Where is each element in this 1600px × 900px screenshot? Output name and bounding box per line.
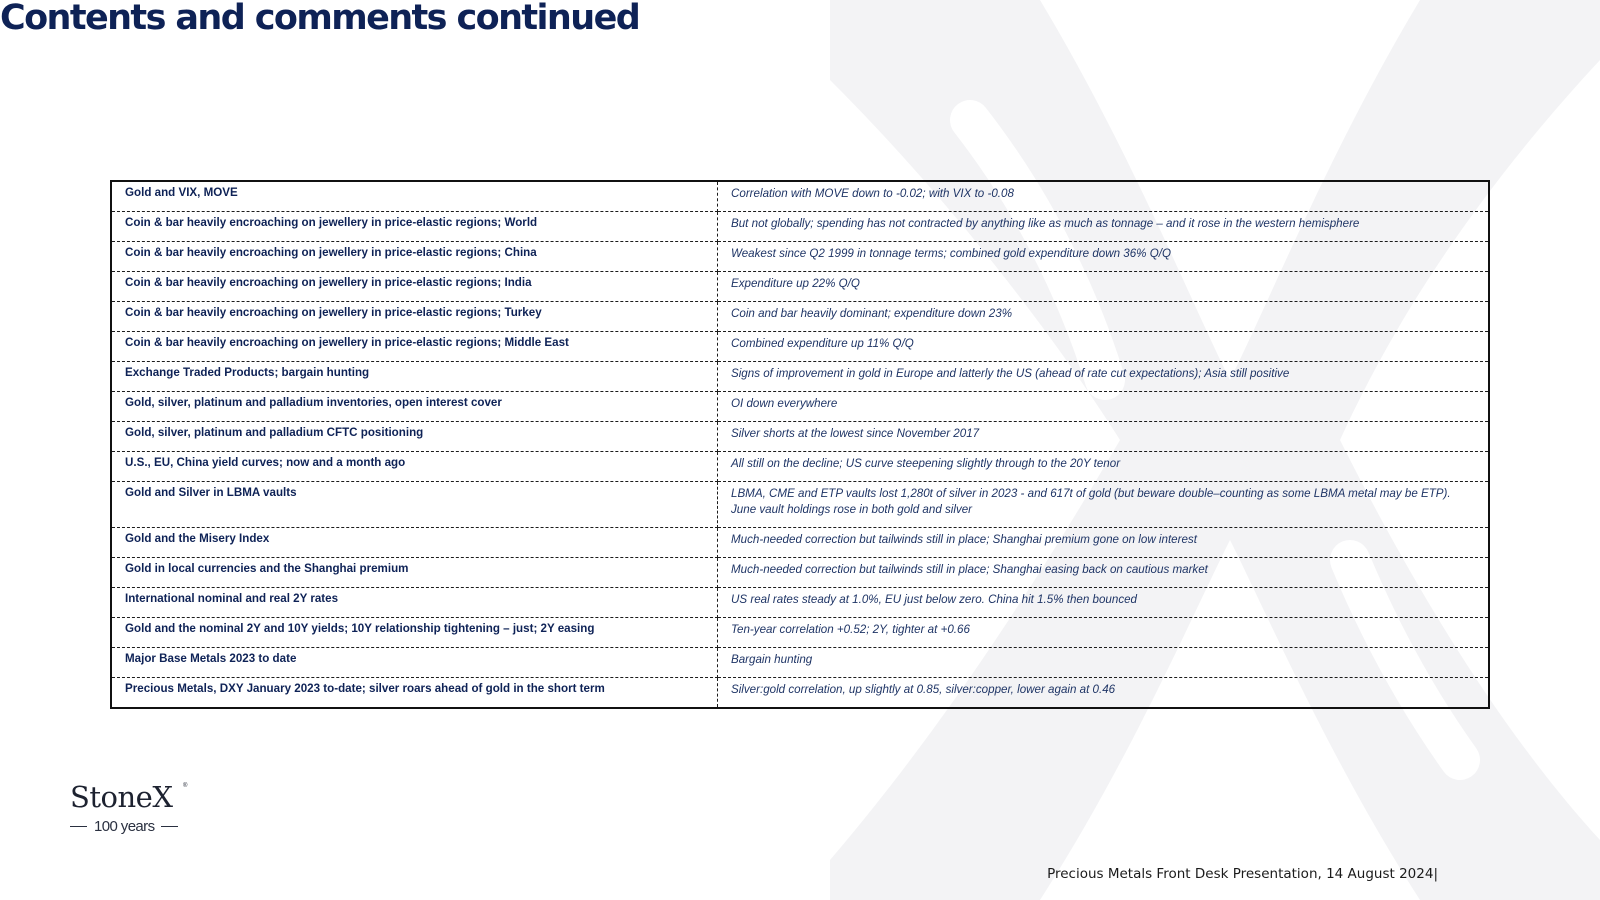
comment-cell: Bargain hunting <box>718 648 1490 678</box>
comment-cell: Silver shorts at the lowest since November 2017 <box>718 422 1490 452</box>
table-row <box>111 678 1489 709</box>
comment-cell: OI down everywhere <box>718 392 1490 422</box>
topic-cell: Gold, silver, platinum and palladium inventories, open interest cover <box>111 392 718 422</box>
contents-table <box>110 180 1490 709</box>
registered-mark: ® <box>183 783 188 789</box>
table-row <box>111 332 1489 362</box>
comment-cell: Correlation with MOVE down to -0.02; with VIX to -0.08 <box>718 181 1490 212</box>
logo-wordmark: StoneX <box>70 780 173 814</box>
topic-cell: Gold and the nominal 2Y and 10Y yields; 10Y relationship tightening – just; 2Y easing <box>111 618 718 648</box>
table-row <box>111 452 1489 482</box>
topic-cell: Gold and VIX, MOVE <box>111 181 718 212</box>
tagline-dash-right <box>161 826 178 827</box>
topic-cell: Major Base Metals 2023 to date <box>111 648 718 678</box>
comment-cell: Expenditure up 22% Q/Q <box>718 272 1490 302</box>
comment-cell: Much-needed correction but tailwinds still in place; Shanghai easing back on cautious market <box>718 558 1490 588</box>
comment-cell: Ten-year correlation +0.52; 2Y, tighter at +0.66 <box>718 618 1490 648</box>
table-row <box>111 482 1489 528</box>
table-row <box>111 558 1489 588</box>
topic-cell: U.S., EU, China yield curves; now and a month ago <box>111 452 718 482</box>
table-row <box>111 242 1489 272</box>
contents-table-body <box>111 181 1489 708</box>
comment-cell: Combined expenditure up 11% Q/Q <box>718 332 1490 362</box>
topic-cell: Precious Metals, DXY January 2023 to-date; silver roars ahead of gold in the short term <box>111 678 718 709</box>
table-row <box>111 648 1489 678</box>
topic-cell: Gold in local currencies and the Shanghai premium <box>111 558 718 588</box>
footer-presentation-info: Precious Metals Front Desk Presentation, 14 August 2024| <box>1047 866 1438 882</box>
logo-tagline <box>70 818 178 835</box>
comment-cell: US real rates steady at 1.0%, EU just below zero. China hit 1.5% then bounced <box>718 588 1490 618</box>
topic-cell: Gold and the Misery Index <box>111 528 718 558</box>
topic-cell: Coin & bar heavily encroaching on jewellery in price-elastic regions; Middle East <box>111 332 718 362</box>
table-row <box>111 362 1489 392</box>
tagline-text: 100 years <box>94 818 155 835</box>
tagline-dash-left <box>70 826 87 827</box>
table-row <box>111 212 1489 242</box>
table-row <box>111 302 1489 332</box>
topic-cell: International nominal and real 2Y rates <box>111 588 718 618</box>
table-row <box>111 528 1489 558</box>
topic-cell: Coin & bar heavily encroaching on jewellery in price-elastic regions; China <box>111 242 718 272</box>
table-row <box>111 181 1489 212</box>
table-row <box>111 272 1489 302</box>
comment-cell: LBMA, CME and ETP vaults lost 1,280t of silver in 2023 - and 617t of gold (but beware double–counting as some LBMA metal may be ETP). June vault holdings rose in both gold and silver <box>718 482 1490 528</box>
comment-cell: Much-needed correction but tailwinds still in place; Shanghai premium gone on low interest <box>718 528 1490 558</box>
topic-cell: Coin & bar heavily encroaching on jewellery in price-elastic regions; World <box>111 212 718 242</box>
comment-cell: All still on the decline; US curve steepening slightly through to the 20Y tenor <box>718 452 1490 482</box>
comment-cell: But not globally; spending has not contracted by anything like as much as tonnage – and it rose in the western hemisphere <box>718 212 1490 242</box>
topic-cell: Gold, silver, platinum and palladium CFTC positioning <box>111 422 718 452</box>
topic-cell: Exchange Traded Products; bargain hunting <box>111 362 718 392</box>
topic-cell: Coin & bar heavily encroaching on jewellery in price-elastic regions; Turkey <box>111 302 718 332</box>
table-row <box>111 618 1489 648</box>
table-row <box>111 422 1489 452</box>
comment-cell: Coin and bar heavily dominant; expenditure down 23% <box>718 302 1490 332</box>
comment-cell: Silver:gold correlation, up slightly at 0.85, silver:copper, lower again at 0.46 <box>718 678 1490 709</box>
topic-cell: Gold and Silver in LBMA vaults <box>111 482 718 528</box>
table-row <box>111 392 1489 422</box>
topic-cell: Coin & bar heavily encroaching on jewellery in price-elastic regions; India <box>111 272 718 302</box>
table-row <box>111 588 1489 618</box>
page-title: Contents and comments continued <box>0 0 640 38</box>
comment-cell: Signs of improvement in gold in Europe and latterly the US (ahead of rate cut expectations); Asia still positive <box>718 362 1490 392</box>
comment-cell: Weakest since Q2 1999 in tonnage terms; combined gold expenditure down 36% Q/Q <box>718 242 1490 272</box>
stonex-logo <box>70 780 188 835</box>
